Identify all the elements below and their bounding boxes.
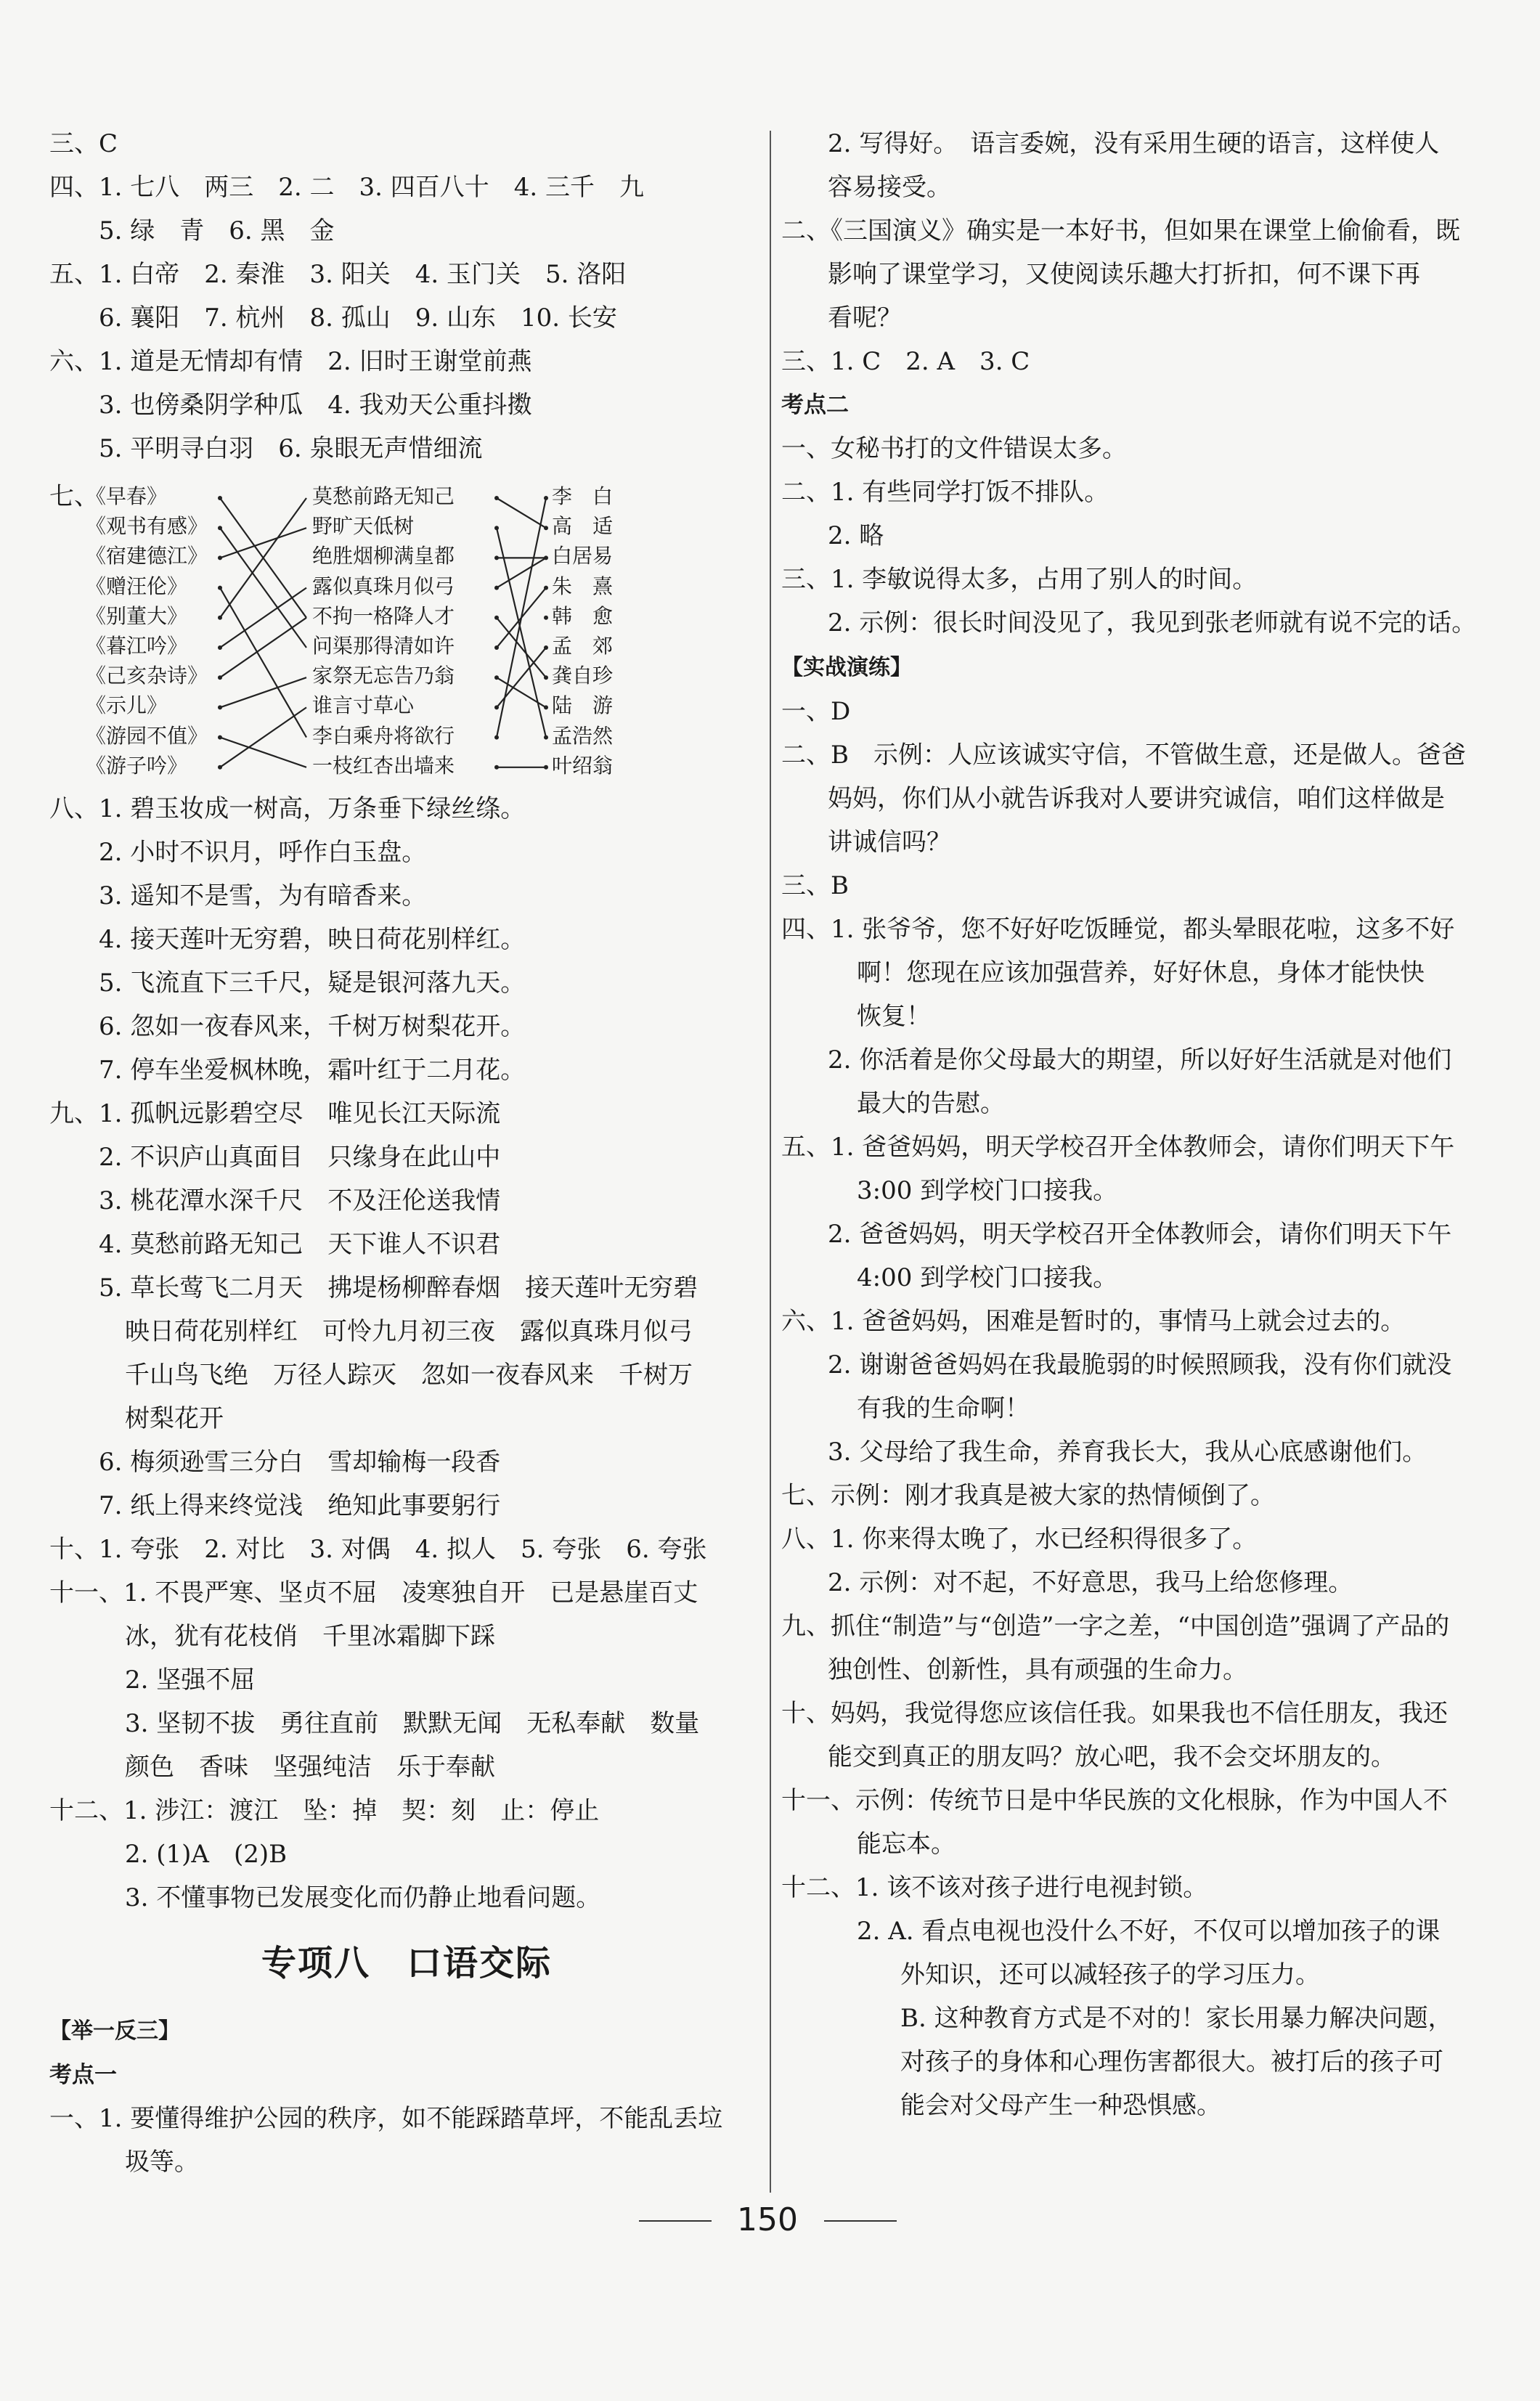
matching-dot: [218, 526, 222, 530]
poem-author: 高 适: [552, 514, 614, 539]
poem-title: 《宿建德江》: [86, 544, 208, 568]
section-tag: 【举一反三】: [49, 2018, 180, 2044]
matching-line: [497, 528, 546, 737]
matching-dot: [544, 735, 548, 740]
answer-line: 6. 梅须逊雪三分白 雪却输梅一段香: [99, 1448, 501, 1477]
answer-line: 5. 草长莺飞二月天 拂堤杨柳醉春烟 接天莲叶无穷碧: [99, 1273, 698, 1303]
poem-title: 《暮江吟》: [86, 634, 188, 658]
answer-line: 二、B 示例：人应该诚实守信，不管做生意，还是做人。爸爸: [781, 741, 1466, 770]
matching-dot: [218, 555, 222, 560]
answer-line: 恢复！: [857, 1002, 931, 1031]
poem-title: 《观书有感》: [86, 514, 208, 539]
answer-line: 4:00 到学校门口接我。: [857, 1263, 1118, 1292]
poem-line: 李白乘舟将欲行: [312, 723, 455, 748]
matching-line: [497, 498, 546, 528]
page-number: 150: [737, 2201, 798, 2238]
poem-line: 家祭无忘告乃翁: [312, 664, 455, 688]
answer-line: 六、1. 道是无情却有情 2. 旧时王谢堂前燕: [49, 347, 532, 376]
answer-line: 一、D: [781, 697, 851, 726]
matching-dot: [544, 526, 548, 530]
matching-line: [220, 528, 306, 648]
poem-author: 陆 游: [552, 693, 614, 718]
answer-line: 6. 襄阳 7. 杭州 8. 孤山 9. 山东 10. 长安: [99, 303, 617, 333]
answer-line: 十一、1. 不畏严寒、坚贞不屈 凌寒独自开 已是悬崖百丈: [49, 1578, 698, 1607]
poem-line: 露似真珠月似弓: [312, 574, 455, 598]
poem-title: 《别董大》: [86, 603, 188, 628]
matching-line: [497, 618, 546, 677]
matching-line: [497, 498, 546, 738]
matching-line: [220, 618, 306, 677]
answer-line: 外知识，还可以减轻孩子的学习压力。: [900, 1960, 1320, 1989]
answer-line: 七、示例：刚才我真是被大家的热情倾倒了。: [781, 1481, 1275, 1510]
matching-dot: [494, 675, 499, 680]
answer-line: 一、1. 要懂得维护公园的秩序，如不能踩踏草坪，不能乱丢垃: [49, 2104, 723, 2133]
matching-dot: [494, 526, 499, 530]
answer-line: 有我的生命啊！: [857, 1394, 1030, 1423]
answer-line: 三、1. 李敏说得太多，占用了别人的时间。: [781, 565, 1258, 594]
matching-label: 七、: [49, 482, 99, 511]
answer-line: 5. 平明寻白羽 6. 泉眼无声惜细流: [99, 434, 483, 463]
matching-dot: [544, 616, 548, 620]
section-tag: 【实战演练】: [781, 655, 912, 680]
answer-line: 2. 爸爸妈妈，明天学校召开全体教师会，请你们明天下午: [828, 1220, 1452, 1249]
answer-line: 2. 示例：很长时间没见了，我见到张老师就有说不完的话。: [828, 608, 1477, 637]
answer-line: 容易接受。: [828, 173, 951, 202]
matching-dot: [218, 765, 222, 770]
matching-dot: [544, 645, 548, 650]
poem-line: 问渠那得清如许: [312, 634, 455, 658]
answer-line: 5. 飞流直下三千尺，疑是银河落九天。: [99, 969, 526, 998]
matching-line: [220, 588, 306, 738]
answer-line: 五、1. 白帝 2. 秦淮 3. 阳关 4. 玉门关 5. 洛阳: [49, 260, 627, 289]
answer-line: 能忘本。: [857, 1830, 956, 1859]
answer-line: 3:00 到学校门口接我。: [857, 1176, 1118, 1205]
matching-line: [220, 738, 306, 767]
answer-line: 圾等。: [125, 2148, 199, 2177]
poem-title: 《早春》: [86, 484, 168, 508]
poem-line: 谁言寸草心: [312, 693, 415, 718]
matching-dot: [494, 496, 499, 500]
matching-dot: [494, 555, 499, 560]
answer-line: 6. 忽如一夜春风来，千树万树梨花开。: [99, 1012, 526, 1041]
poem-author: 孟浩然: [552, 723, 614, 748]
matching-dot: [494, 705, 499, 709]
answer-line: 2. 示例：对不起，不好意思，我马上给您修理。: [828, 1568, 1353, 1597]
answer-line: 3. 坚韧不拔 勇往直前 默默无闻 无私奉献 数量: [125, 1709, 700, 1738]
answer-line: 看呢？: [828, 303, 902, 333]
matching-dot: [544, 555, 548, 560]
answer-line: 十一、示例：传统节日是中华民族的文化根脉，作为中国人不: [781, 1786, 1448, 1815]
answer-line: 3. 也傍桑阴学种瓜 4. 我劝天公重抖擞: [99, 391, 532, 420]
answer-line: 2. 不识庐山真面目 只缘身在此山中: [99, 1143, 501, 1172]
answer-line: 八、1. 碧玉妆成一树高，万条垂下绿丝绦。: [49, 794, 526, 823]
answer-line: 二、《三国演义》确实是一本好书，但如果在课堂上偷偷看，既: [781, 216, 1460, 245]
poem-title: 《示儿》: [86, 693, 168, 718]
matching-line: [220, 707, 306, 767]
answer-line: 十、妈妈，我觉得您应该信任我。如果我也不信任朋友，我还: [781, 1699, 1448, 1728]
answer-line: 能交到真正的朋友吗？放心吧，我不会交坏朋友的。: [828, 1742, 1396, 1772]
poem-author: 叶绍翁: [552, 753, 614, 778]
matching-dot: [494, 645, 499, 650]
answer-line: 2. 谢谢爸爸妈妈在我最脆弱的时候照顾我，没有你们就没: [828, 1350, 1452, 1379]
poem-line: 野旷天低树: [312, 514, 415, 539]
answer-line: 3. 父母给了我生命，养育我长大，我从心底感谢他们。: [828, 1438, 1427, 1467]
answer-line: 妈妈，你们从小就告诉我对人要讲究诚信，咱们这样做是: [828, 784, 1445, 813]
matching-dot: [494, 735, 499, 740]
matching-dot: [218, 586, 222, 590]
matching-dot: [494, 616, 499, 620]
answer-line: 2. 略: [828, 521, 884, 550]
answer-line: 十二、1. 涉江：渡江 坠：掉 契：刻 止：停止: [49, 1796, 600, 1825]
poem-author: 龚自珍: [552, 664, 614, 688]
answer-line: 影响了课堂学习，又使阅读乐趣大打折扣，何不课下再: [828, 260, 1420, 289]
answer-line: 八、1. 你来得太晚了，水已经积得很多了。: [781, 1525, 1258, 1554]
column-divider: [770, 131, 771, 2193]
answer-line: 最大的告慰。: [857, 1089, 1005, 1118]
answer-line: 三、B: [781, 871, 849, 900]
answer-line: 十二、1. 该不该对孩子进行电视封锁。: [781, 1873, 1208, 1902]
matching-dot: [544, 586, 548, 590]
answer-line: 千山鸟飞绝 万径人踪灭 忽如一夜春风来 千树万: [125, 1361, 693, 1390]
poem-line: 绝胜烟柳满皇都: [312, 544, 455, 568]
answer-line: 五、1. 爸爸妈妈，明天学校召开全体教师会，请你们明天下午: [781, 1133, 1455, 1162]
answer-line: 3. 遥知不是雪，为有暗香来。: [99, 881, 427, 910]
poem-title: 《游园不值》: [86, 723, 208, 748]
answer-line: 树梨花开: [125, 1404, 224, 1433]
poem-line: 莫愁前路无知己: [312, 484, 455, 508]
poem-title: 《己亥杂诗》: [86, 664, 208, 688]
matching-dot: [494, 586, 499, 590]
section-title: 专项八 口语交际: [261, 1943, 553, 1984]
answer-line: 四、1. 张爷爷，您不好好吃饭睡觉，都头晕眼花啦，这多不好: [781, 915, 1455, 944]
answer-line: 四、1. 七八 两三 2. 二 3. 四百八十 4. 三千 九: [49, 173, 644, 202]
answer-line: 2. A. 看点电视也没什么不好，不仅可以增加孩子的课: [857, 1917, 1441, 1946]
answer-line: 映日荷花别样红 可怜九月初三夜 露似真珠月似弓: [125, 1317, 693, 1346]
answer-line: 九、1. 孤帆远影碧空尽 唯见长江天际流: [49, 1099, 501, 1128]
answer-line: 啊！您现在应该加强营养，好好休息，身体才能快快: [857, 958, 1425, 987]
answer-line: 讲诚信吗？: [828, 828, 951, 857]
answer-line: 三、1. C 2. A 3. C: [781, 347, 1030, 376]
matching-line: [220, 677, 306, 707]
matching-dot: [544, 675, 548, 680]
answer-line: 2. 你活着是你父母最大的期望，所以好好生活就是对他们: [828, 1045, 1452, 1075]
matching-dot: [544, 705, 548, 709]
answer-line: 2. 坚强不屈: [125, 1666, 256, 1695]
answer-line: 独创性、创新性，具有顽强的生命力。: [828, 1655, 1247, 1684]
answer-line: 5. 绿 青 6. 黑 金: [99, 216, 335, 245]
matching-dot: [218, 735, 222, 740]
page-number-dash-left: [639, 2220, 712, 2222]
matching-dot: [494, 765, 499, 770]
answer-line: 能会对父母产生一种恐惧感。: [900, 2091, 1221, 2120]
answer-line: 三、C: [49, 129, 118, 158]
poem-line: 一枝红杏出墙来: [312, 753, 455, 778]
matching-dot: [218, 645, 222, 650]
matching-dot: [544, 765, 548, 770]
answer-line: 3. 桃花潭水深千尺 不及汪伦送我情: [99, 1186, 501, 1215]
poem-title: 《游子吟》: [86, 753, 188, 778]
poem-author: 白居易: [552, 544, 614, 568]
matching-dot: [544, 496, 548, 500]
poem-line: 不拘一格降人才: [312, 603, 455, 628]
answer-line: 4. 莫愁前路无知己 天下谁人不识君: [99, 1230, 501, 1259]
matching-dot: [218, 616, 222, 620]
answer-line: 对孩子的身体和心理伤害都很大。被打后的孩子可: [900, 2047, 1443, 2076]
answer-line: B. 这种教育方式是不对的！家长用暴力解决问题，: [900, 2004, 1453, 2033]
answer-line: 冰，犹有花枝俏 千里冰霜脚下踩: [125, 1622, 495, 1651]
answer-line: 2. 小时不识月，呼作白玉盘。: [99, 838, 427, 867]
answer-line: 7. 纸上得来终觉浅 绝知此事要躬行: [99, 1491, 501, 1520]
matching-dot: [218, 705, 222, 709]
poem-author: 李 白: [552, 484, 614, 508]
answer-line: 7. 停车坐爱枫林晚，霜叶红于二月花。: [99, 1056, 526, 1085]
poem-author: 孟 郊: [552, 634, 614, 658]
matching-line: [220, 588, 306, 648]
answer-line: 十、1. 夸张 2. 对比 3. 对偶 4. 拟人 5. 夸张 6. 夸张: [49, 1535, 707, 1564]
matching-dot: [218, 675, 222, 680]
answer-line: 一、女秘书打的文件错误太多。: [781, 434, 1127, 463]
answer-line: 4. 接天莲叶无穷碧，映日荷花别样红。: [99, 925, 526, 954]
answer-line: 2. (1)A (2)B: [125, 1840, 288, 1869]
poem-title: 《赠汪伦》: [86, 574, 188, 598]
answer-line: 颜色 香味 坚强纯洁 乐于奉献: [125, 1753, 495, 1782]
point-heading: 考点二: [781, 392, 849, 418]
answer-line: 六、1. 爸爸妈妈，困难是暂时的，事情马上就会过去的。: [781, 1307, 1406, 1336]
poem-author: 韩 愈: [552, 603, 614, 628]
matching-line: [220, 528, 306, 558]
page-number-dash-right: [824, 2220, 897, 2222]
point-heading: 考点一: [49, 2062, 117, 2088]
poem-author: 朱 熹: [552, 574, 614, 598]
answer-line: 3. 不懂事物已发展变化而仍静止地看问题。: [125, 1883, 601, 1912]
answer-line: 二、1. 有些同学打饭不排队。: [781, 478, 1109, 507]
answer-line: 2. 写得好。 语言委婉，没有采用生硬的语言，这样使人: [828, 129, 1440, 158]
answer-line: 九、抓住“制造”与“创造”一字之差，“中国创造”强调了产品的: [781, 1612, 1450, 1641]
matching-dot: [218, 496, 222, 500]
